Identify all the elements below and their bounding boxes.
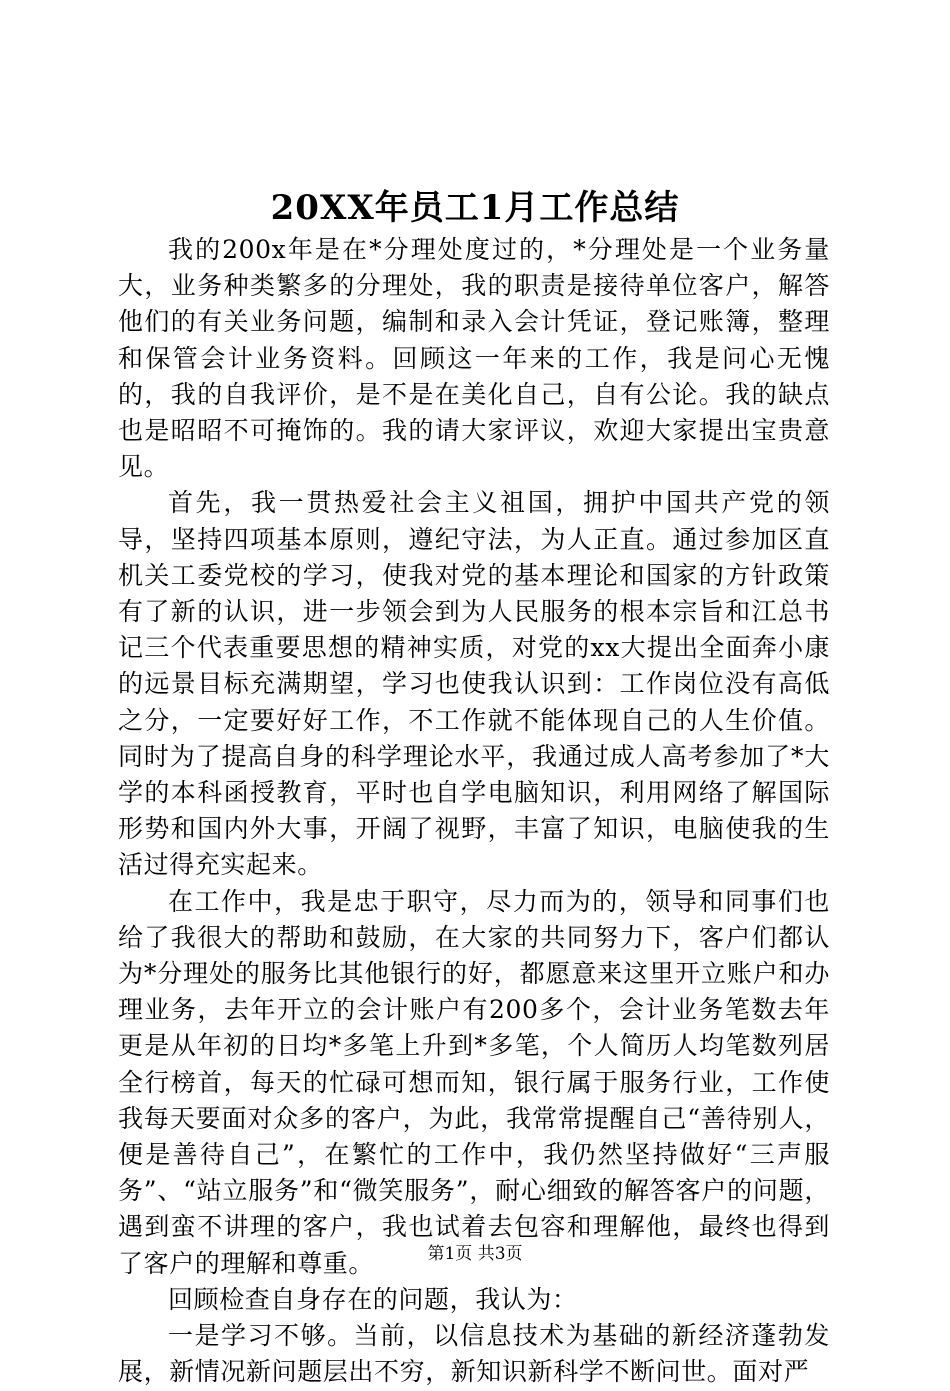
paragraph-problem-one: 一是学习不够。当前，以信息技术为基础的新经济蓬勃发展，新情况新问题层出不穷，新知识新科学不断问世。面对严 [118, 1321, 830, 1387]
page-footer: 第1页 共3页 [427, 1244, 523, 1264]
paragraph-review: 回顾检查自身存在的问题，我认为： [168, 1284, 578, 1314]
paragraph-politics-study: 首先，我一贯热爱社会主义祖国，拥护中国共产党的领导，坚持四项基本原则，遵纪守法，为人正直。通过参加区直机关工委党校的学习，使我对党的基本理论和国家的方针政策有了新的认识，进一步领会到为人民服务的根本宗旨和江总书记三个代表重要思想的精神实质，对党的xx大提出全面奔小康的远景目标充满期望，学习也使我认识到：工作岗位没有高低之分，一定要好好工作，不工作就不能体现自己的人生价值。同时为了提高自身的科学理论水平，我通过成人高考参加了*大学的本科函授教育，平时也自学电脑知识，利用网络了解国际形势和国内外大事，开阔了视野，丰富了知识，电脑使我的生活过得充实起来。 [118, 488, 830, 880]
paragraph-work: 在工作中，我是忠于职守，尽力而为的，领导和同事们也给了我很大的帮助和鼓励，在大家的共同努力下，客户们都认为*分理处的服务比其他银行的好，都愿意来这里开立账户和办理业务，去年开立的会计账户有200多个，会计业务笔数去年更是从年初的日均*多笔上升到*多笔，个人简历人均笔数列居全行榜首，每天的忙碌可想而知，银行属于服务行业，工作使我每天要面对众多的客户，为此，我常常提醒自己“善待别人，便是善待自己”，在繁忙的工作中，我仍然坚持做好“三声服务”、“站立服务”和“微笑服务”，耐心细致的解答客户的问题，遇到蛮不讲理的客户，我也试着去包容和理解他，最终也得到了客户的理解和尊重。 [118, 886, 830, 1278]
paragraph-intro: 我的200x年是在*分理处度过的，*分理处是一个业务量大，业务种类繁多的分理处，我的职责是接待单位客户，解答他们的有关业务问题，编制和录入会计凭证，登记账簿，整理和保管会计业务资料。回顾这一年来的工作，我是问心无愧的，我的自我评价，是不是在美化自己，自有公论。我的缺点也是昭昭不可掩饰的。我的请大家评议，欢迎大家提出宝贵意见。 [118, 235, 830, 482]
document-body [118, 232, 830, 1391]
document-title: 20XX年员工1月工作总结 [270, 188, 680, 228]
